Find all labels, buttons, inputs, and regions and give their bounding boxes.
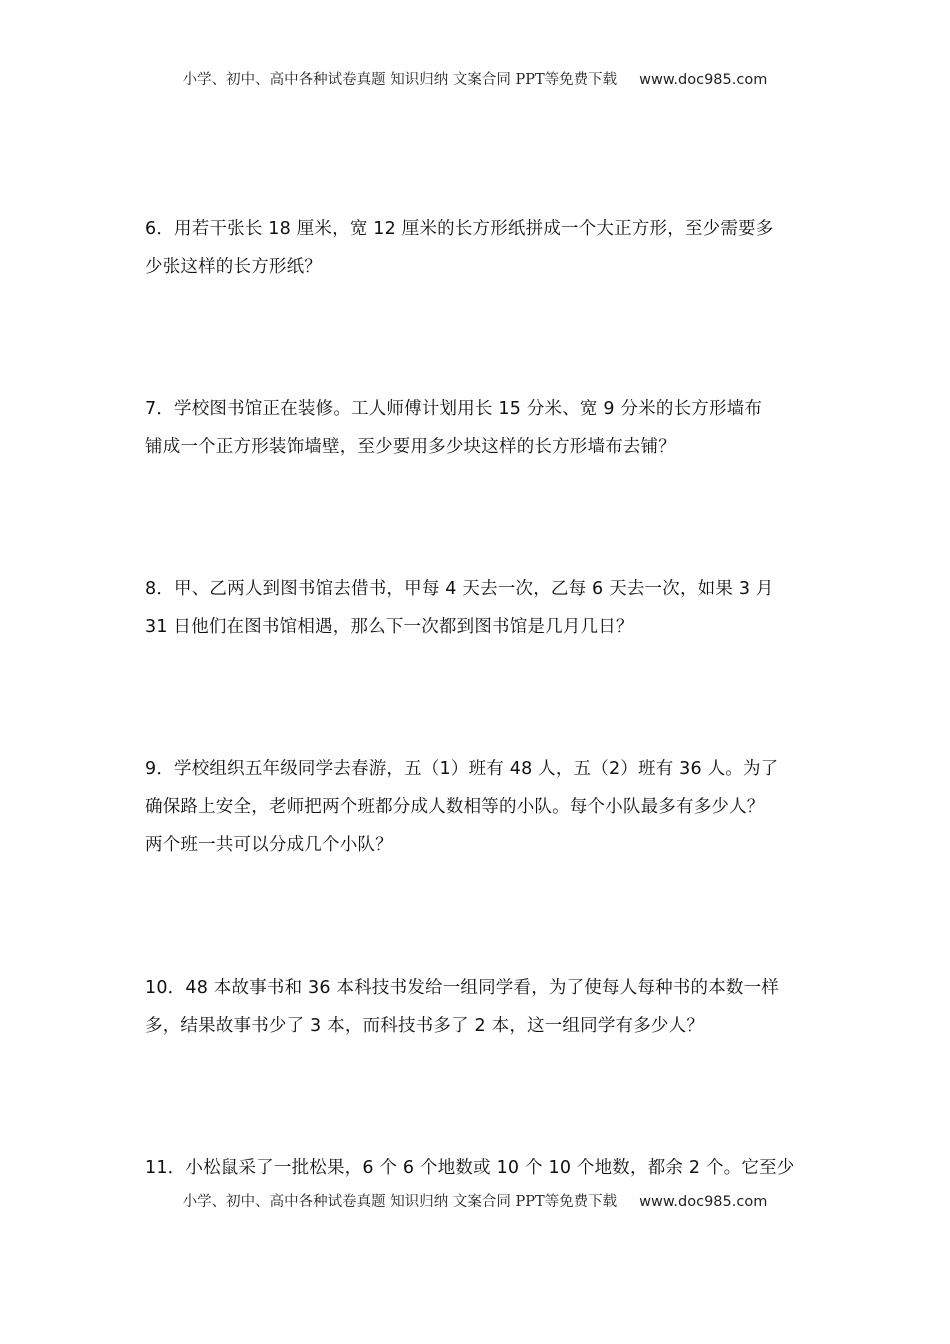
question-line: 31 日他们在图书馆相遇，那么下一次都到图书馆是几月几日？ bbox=[145, 617, 634, 637]
header-url: www.doc985.com bbox=[639, 72, 768, 88]
question-line: 少张这样的长方形纸？ bbox=[145, 257, 322, 277]
question-line: 8．甲、乙两人到图书馆去借书，甲每 4 天去一次，乙每 6 天去一次，如果 3 月 bbox=[145, 579, 774, 599]
question-10 bbox=[145, 969, 817, 1045]
footer-text: 小学、初中、高中各种试卷真题 知识归纳 文案合同 PPT等免费下载 bbox=[182, 1194, 618, 1210]
question-9 bbox=[145, 750, 817, 864]
question-line: 10．48 本故事书和 36 本科技书发给一组同学看，为了使每人每种书的本数一样 bbox=[145, 978, 779, 998]
page-header bbox=[0, 68, 950, 89]
question-11 bbox=[145, 1149, 817, 1187]
question-line: 9．学校组织五年级同学去春游，五（1）班有 48 人，五（2）班有 36 人。为了 bbox=[145, 759, 779, 779]
question-line: 11．小松鼠采了一批松果，6 个 6 个地数或 10 个 10 个地数，都余 2 个。它至少 bbox=[145, 1158, 795, 1178]
footer-url: www.doc985.com bbox=[639, 1194, 768, 1210]
page-footer bbox=[0, 1190, 950, 1211]
question-line: 7．学校图书馆正在装修。工人师傅计划用长 15 分米、宽 9 分米的长方形墙布 bbox=[145, 399, 763, 419]
header-text: 小学、初中、高中各种试卷真题 知识归纳 文案合同 PPT等免费下载 bbox=[182, 72, 618, 88]
question-8 bbox=[145, 570, 817, 646]
question-7 bbox=[145, 390, 817, 466]
question-line: 确保路上安全，老师把两个班都分成人数相等的小队。每个小队最多有多少人？ bbox=[145, 797, 765, 817]
question-line: 铺成一个正方形装饰墙壁，至少要用多少块这样的长方形墙布去铺？ bbox=[145, 437, 676, 457]
question-6 bbox=[145, 210, 817, 286]
question-line: 6．用若干张长 18 厘米，宽 12 厘米的长方形纸拼成一个大正方形，至少需要多 bbox=[145, 219, 774, 239]
question-line: 多，结果故事书少了 3 本，而科技书多了 2 本，这一组同学有多少人？ bbox=[145, 1016, 705, 1036]
question-line: 两个班一共可以分成几个小队？ bbox=[145, 835, 393, 855]
